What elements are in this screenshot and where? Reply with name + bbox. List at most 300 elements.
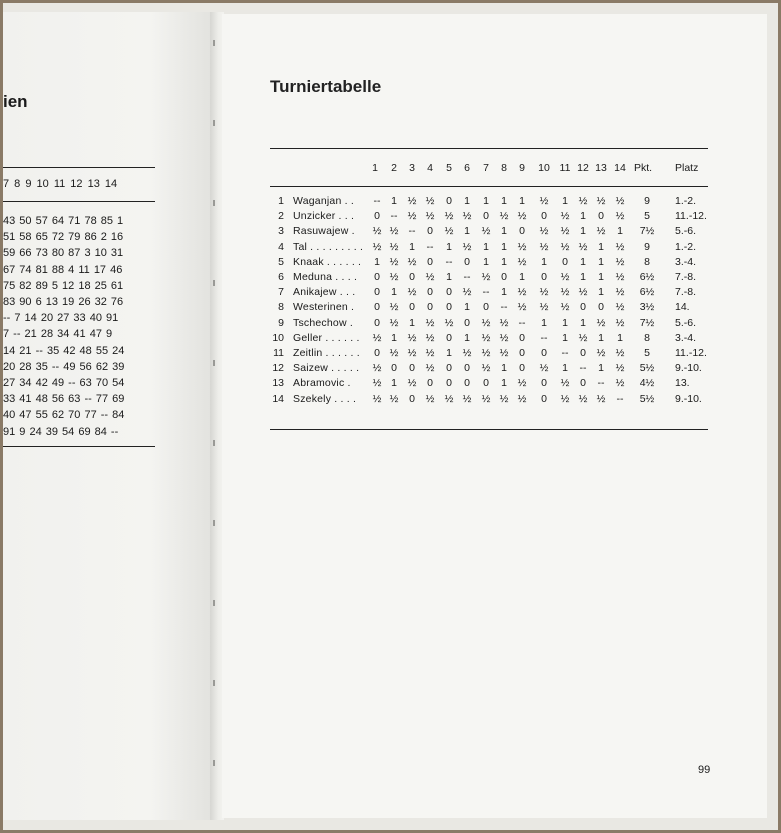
player-number: 6	[278, 271, 284, 283]
result-cell: ½	[425, 392, 435, 405]
result-cell: 0	[598, 301, 604, 314]
result-cell: 0	[598, 210, 604, 223]
points-cell: 9	[644, 195, 650, 207]
result-cell: ½	[560, 392, 570, 405]
left-table-row: 14 21 -- 35 42 48 55 24	[3, 344, 125, 357]
platz-header: Platz	[675, 162, 699, 174]
result-cell: 0	[464, 255, 470, 268]
result-cell: 0	[446, 301, 452, 314]
points-cell: 8	[644, 331, 650, 344]
result-cell: --	[426, 240, 434, 253]
result-cell: ½	[481, 225, 491, 238]
rank-cell: 1.-2.	[675, 195, 697, 207]
result-cell: ½	[499, 331, 509, 344]
result-cell: ½	[425, 210, 435, 223]
page-title: Turniertabelle	[270, 77, 382, 96]
result-cell: 1	[617, 331, 623, 344]
result-cell: ½	[389, 225, 399, 238]
result-cell: 1	[501, 195, 507, 207]
player-name: Saizew . . . . .	[293, 362, 360, 375]
stitch-mark	[213, 440, 215, 446]
left-page-title: ien	[3, 92, 28, 111]
table-bottom-rule	[270, 429, 708, 430]
stitch-mark	[213, 280, 215, 286]
result-cell: 0	[374, 301, 380, 314]
result-cell: 1	[391, 195, 397, 207]
result-cell: 0	[580, 377, 586, 390]
rank-cell: 3.-4.	[675, 255, 697, 268]
result-cell: 1	[562, 316, 568, 329]
result-cell: 1	[598, 331, 604, 344]
result-cell: 0	[391, 362, 397, 375]
result-cell: ½	[615, 255, 625, 268]
result-cell: 0	[519, 362, 525, 375]
points-cell: 7½	[639, 225, 655, 238]
stitch-mark	[213, 40, 215, 46]
result-cell: ½	[560, 210, 570, 223]
rank-cell: 9.-10.	[675, 362, 702, 375]
points-cell: 5½	[639, 392, 655, 405]
result-cell: 1	[374, 255, 380, 268]
result-cell: 1	[580, 316, 586, 329]
column-header: 7	[483, 162, 489, 174]
result-cell: 1	[519, 195, 525, 207]
player-name: Tschechow .	[293, 316, 353, 329]
result-cell: 0	[427, 286, 433, 299]
player-number: 11	[273, 347, 284, 359]
result-cell: --	[579, 362, 587, 375]
rank-cell: 1.-2.	[675, 240, 697, 253]
player-name: Zeitlin . . . . . .	[293, 347, 360, 359]
result-cell: ½	[389, 316, 399, 329]
result-cell: 0	[427, 301, 433, 314]
result-cell: 1	[483, 255, 489, 268]
pkt-header: Pkt.	[634, 162, 653, 174]
result-cell: 0	[483, 301, 489, 314]
result-cell: ½	[615, 240, 625, 253]
result-cell: 1	[598, 362, 604, 375]
result-cell: ½	[425, 362, 435, 375]
right-page	[222, 14, 767, 818]
result-cell: ½	[372, 225, 382, 238]
rank-cell: 5.-6.	[675, 316, 697, 329]
points-cell: 4½	[639, 377, 655, 390]
result-cell: 0	[541, 271, 547, 283]
result-cell: 1	[598, 240, 604, 253]
result-cell: 0	[541, 210, 547, 223]
left-table-header: 7 8 9 10 11 12 13 14	[3, 178, 118, 190]
result-cell: ½	[517, 377, 527, 390]
result-cell: ½	[578, 392, 588, 405]
left-table-bottom-rule	[3, 446, 155, 447]
result-cell: ½	[481, 362, 491, 375]
result-cell: --	[597, 377, 605, 390]
player-number: 8	[278, 301, 284, 314]
result-cell: ½	[517, 286, 527, 299]
result-cell: ½	[499, 347, 509, 359]
left-page	[3, 12, 213, 820]
left-table-row: 75 82 89 5 12 18 25 61	[3, 279, 124, 292]
player-name: Knaak . . . . . .	[293, 255, 362, 268]
result-cell: 1	[464, 301, 470, 314]
result-cell: 1	[483, 240, 489, 253]
points-cell: 9	[644, 240, 650, 253]
points-cell: 5	[644, 210, 650, 223]
result-cell: 1	[541, 255, 547, 268]
result-cell: 0	[541, 377, 547, 390]
stitch-mark	[213, 600, 215, 606]
result-cell: 0	[446, 362, 452, 375]
result-cell: ½	[425, 347, 435, 359]
player-number: 12	[272, 362, 284, 375]
rank-cell: 14.	[675, 301, 690, 314]
result-cell: 1	[519, 271, 525, 283]
result-cell: ½	[425, 195, 435, 207]
player-number: 13	[272, 377, 284, 390]
column-header: 8	[501, 162, 507, 174]
result-cell: --	[408, 225, 416, 238]
stitch-mark	[213, 520, 215, 526]
result-cell: 0	[501, 271, 507, 283]
result-cell: 1	[501, 377, 507, 390]
table-header-rule	[270, 186, 708, 187]
player-name: Rasuwajew .	[293, 225, 355, 238]
points-cell: 5	[644, 347, 650, 359]
result-cell: 1	[391, 286, 397, 299]
result-cell: 1	[598, 271, 604, 283]
result-cell: 0	[427, 255, 433, 268]
result-cell: ½	[615, 286, 625, 299]
result-cell: 1	[464, 331, 470, 344]
result-cell: 0	[446, 195, 452, 207]
result-cell: 1	[446, 271, 452, 283]
result-cell: ½	[444, 316, 454, 329]
points-cell: 8	[644, 255, 650, 268]
result-cell: ½	[539, 301, 549, 314]
result-cell: ½	[517, 240, 527, 253]
result-cell: --	[373, 195, 381, 207]
points-cell: 5½	[639, 362, 655, 375]
result-cell: ½	[615, 195, 625, 207]
result-cell: ½	[462, 210, 472, 223]
rank-cell: 11.-12.	[675, 347, 707, 359]
result-cell: ½	[389, 240, 399, 253]
result-cell: ½	[499, 316, 509, 329]
result-cell: ½	[481, 392, 491, 405]
result-cell: 1	[501, 255, 507, 268]
rank-cell: 11.-12.	[675, 210, 707, 223]
result-cell: 1	[464, 195, 470, 207]
left-table-row: 51 58 65 72 79 86 2 16	[3, 231, 124, 244]
result-cell: 1	[580, 210, 586, 223]
result-cell: 1	[562, 362, 568, 375]
player-number: 7	[278, 286, 284, 299]
result-cell: ½	[596, 195, 606, 207]
result-cell: 1	[580, 271, 586, 283]
result-cell: ½	[560, 301, 570, 314]
result-cell: ½	[444, 210, 454, 223]
result-cell: ½	[425, 271, 435, 283]
result-cell: ½	[389, 392, 399, 405]
result-cell: 1	[580, 225, 586, 238]
result-cell: 0	[427, 225, 433, 238]
result-cell: ½	[407, 331, 417, 344]
result-cell: ½	[389, 271, 399, 283]
result-cell: ½	[462, 240, 472, 253]
result-cell: ½	[578, 331, 588, 344]
player-name: Waganjan . .	[293, 195, 354, 207]
result-cell: 0	[409, 271, 415, 283]
result-cell: 0	[580, 347, 586, 359]
stitch-mark	[213, 680, 215, 686]
result-cell: ½	[560, 271, 570, 283]
column-header: 3	[409, 162, 415, 174]
rank-cell: 3.-4.	[675, 331, 697, 344]
result-cell: ½	[539, 225, 549, 238]
result-cell: 0	[374, 210, 380, 223]
rank-cell: 13.	[675, 377, 690, 390]
column-header: 4	[427, 162, 433, 174]
result-cell: ½	[407, 255, 417, 268]
column-header: 14	[614, 162, 626, 174]
result-cell: 0	[374, 271, 380, 283]
result-cell: ½	[481, 331, 491, 344]
result-cell: 0	[519, 331, 525, 344]
player-number: 3	[278, 225, 284, 238]
result-cell: 1	[391, 377, 397, 390]
result-cell: ½	[615, 347, 625, 359]
player-name: Unzicker . . .	[293, 210, 355, 223]
column-header: 12	[577, 162, 589, 174]
player-number: 1	[278, 195, 284, 207]
player-number: 2	[278, 210, 284, 223]
result-cell: 0	[427, 377, 433, 390]
result-cell: ½	[462, 347, 472, 359]
result-cell: ½	[462, 286, 472, 299]
result-cell: ½	[481, 271, 491, 283]
result-cell: 1	[446, 240, 452, 253]
left-header-top-rule	[3, 167, 155, 168]
column-header: 11	[559, 162, 571, 174]
result-cell: 0	[409, 362, 415, 375]
rank-cell: 9.-10.	[675, 392, 702, 405]
result-cell: --	[482, 286, 490, 299]
result-cell: 1	[598, 286, 604, 299]
left-table-row: 43 50 57 64 71 78 85 1	[3, 215, 124, 227]
result-cell: ½	[615, 377, 625, 390]
result-cell: --	[445, 255, 453, 268]
result-cell: ½	[517, 210, 527, 223]
result-cell: 0	[541, 347, 547, 359]
result-cell: ½	[596, 316, 606, 329]
result-cell: --	[540, 331, 548, 344]
result-cell: 1	[409, 316, 415, 329]
left-table-row: 33 41 48 56 63 -- 77 69	[3, 393, 125, 406]
player-number: 10	[272, 331, 284, 344]
result-cell: ½	[407, 210, 417, 223]
result-cell: ½	[517, 392, 527, 405]
result-cell: ½	[372, 362, 382, 375]
result-cell: ½	[444, 225, 454, 238]
result-cell: ½	[578, 195, 588, 207]
page-number: 99	[698, 764, 711, 776]
result-cell: ½	[444, 392, 454, 405]
points-cell: 3½	[639, 301, 655, 314]
result-cell: ½	[499, 392, 509, 405]
result-cell: 1	[562, 195, 568, 207]
result-cell: 0	[374, 347, 380, 359]
result-cell: ½	[560, 240, 570, 253]
result-cell: 1	[541, 316, 547, 329]
result-cell: ½	[389, 347, 399, 359]
result-cell: 0	[446, 377, 452, 390]
result-cell: 0	[374, 316, 380, 329]
column-header: 10	[538, 162, 550, 174]
result-cell: 0	[483, 377, 489, 390]
result-cell: ½	[615, 301, 625, 314]
points-cell: 6½	[639, 271, 655, 283]
stitch-mark	[213, 360, 215, 366]
result-cell: ½	[578, 286, 588, 299]
result-cell: ½	[560, 225, 570, 238]
column-header: 2	[391, 162, 397, 174]
result-cell: ½	[615, 316, 625, 329]
player-name: Anikajew . . .	[293, 286, 356, 299]
column-header: 1	[372, 162, 378, 174]
column-header: 13	[595, 162, 607, 174]
left-table-row: 40 47 55 62 70 77 -- 84	[3, 409, 125, 422]
result-cell: 1	[580, 255, 586, 268]
player-name: Tal . . . . . . . . .	[293, 240, 364, 253]
result-cell: ½	[372, 377, 382, 390]
column-header: 5	[446, 162, 452, 174]
result-cell: 1	[391, 331, 397, 344]
result-cell: 1	[501, 286, 507, 299]
result-cell: ½	[499, 210, 509, 223]
result-cell: ½	[539, 286, 549, 299]
result-cell: 0	[409, 392, 415, 405]
result-cell: 1	[501, 225, 507, 238]
result-cell: ½	[372, 331, 382, 344]
result-cell: ½	[596, 392, 606, 405]
left-table-row: 91 9 24 39 54 69 84 --	[3, 425, 119, 438]
result-cell: ½	[407, 347, 417, 359]
result-cell: 1	[562, 331, 568, 344]
player-name: Meduna . . . .	[293, 271, 358, 283]
result-cell: ½	[539, 195, 549, 207]
result-cell: ½	[372, 240, 382, 253]
column-header: 9	[519, 162, 525, 174]
player-number: 9	[278, 316, 284, 329]
result-cell: ½	[560, 286, 570, 299]
result-cell: 1	[501, 362, 507, 375]
result-cell: ½	[517, 255, 527, 268]
result-cell: ½	[578, 240, 588, 253]
result-cell: ½	[596, 225, 606, 238]
stitch-mark	[213, 200, 215, 206]
result-cell: 0	[519, 347, 525, 359]
result-cell: 1	[617, 225, 623, 238]
result-cell: 0	[464, 316, 470, 329]
rank-cell: 7.-8.	[675, 286, 697, 299]
result-cell: 1	[464, 225, 470, 238]
left-table-row: 7 -- 21 28 34 41 47 9	[3, 328, 113, 341]
result-cell: 1	[501, 240, 507, 253]
result-cell: ½	[596, 347, 606, 359]
result-cell: 0	[580, 301, 586, 314]
result-cell: --	[616, 392, 624, 405]
points-cell: 7½	[639, 316, 655, 329]
result-cell: ½	[389, 255, 399, 268]
result-cell: 0	[519, 225, 525, 238]
stitch-mark	[213, 120, 215, 126]
left-table-row: 59 66 73 80 87 3 10 31	[3, 247, 124, 260]
rank-cell: 7.-8.	[675, 271, 697, 283]
result-cell: --	[390, 210, 398, 223]
result-cell: 1	[598, 255, 604, 268]
result-cell: --	[463, 271, 471, 283]
result-cell: ½	[560, 377, 570, 390]
result-cell: 0	[483, 210, 489, 223]
result-cell: 0	[446, 331, 452, 344]
result-cell: 0	[464, 362, 470, 375]
result-cell: ½	[481, 316, 491, 329]
result-cell: ½	[615, 271, 625, 283]
player-name: Szekely . . . .	[293, 392, 357, 405]
result-cell: ½	[407, 195, 417, 207]
rank-cell: 5.-6.	[675, 225, 697, 238]
result-cell: 0	[446, 286, 452, 299]
player-number: 4	[278, 240, 284, 253]
result-cell: --	[500, 301, 508, 314]
result-cell: 0	[374, 286, 380, 299]
left-table-row: -- 7 14 20 27 33 40 91	[3, 312, 119, 325]
result-cell: --	[518, 316, 526, 329]
result-cell: ½	[615, 210, 625, 223]
result-cell: ½	[615, 362, 625, 375]
result-cell: ½	[407, 286, 417, 299]
result-cell: 1	[483, 195, 489, 207]
stitch-mark	[213, 760, 215, 766]
result-cell: --	[561, 347, 569, 359]
left-table-row: 27 34 42 49 -- 63 70 54	[3, 377, 125, 389]
result-cell: ½	[462, 392, 472, 405]
table-top-rule	[270, 148, 708, 149]
result-cell: ½	[539, 362, 549, 375]
column-header: 6	[464, 162, 470, 174]
result-cell: ½	[481, 347, 491, 359]
left-header-bottom-rule	[3, 201, 155, 202]
left-table-row: 20 28 35 -- 49 56 62 39	[3, 360, 125, 373]
result-cell: 0	[409, 301, 415, 314]
left-table-row: 67 74 81 88 4 11 17 46	[3, 263, 123, 276]
points-cell: 6½	[639, 286, 655, 299]
result-cell: 1	[409, 240, 415, 253]
player-name: Westerinen .	[293, 301, 355, 314]
result-cell: ½	[425, 331, 435, 344]
player-name: Geller . . . . . .	[293, 331, 360, 344]
result-cell: ½	[539, 240, 549, 253]
result-cell: ½	[517, 301, 527, 314]
result-cell: ½	[389, 301, 399, 314]
result-cell: ½	[425, 316, 435, 329]
player-number: 5	[278, 255, 284, 268]
player-name: Abramovic .	[293, 377, 351, 390]
left-table-row: 83 90 6 13 19 26 32 76	[3, 296, 124, 308]
result-cell: 0	[562, 255, 568, 268]
result-cell: 0	[464, 377, 470, 390]
result-cell: ½	[407, 377, 417, 390]
